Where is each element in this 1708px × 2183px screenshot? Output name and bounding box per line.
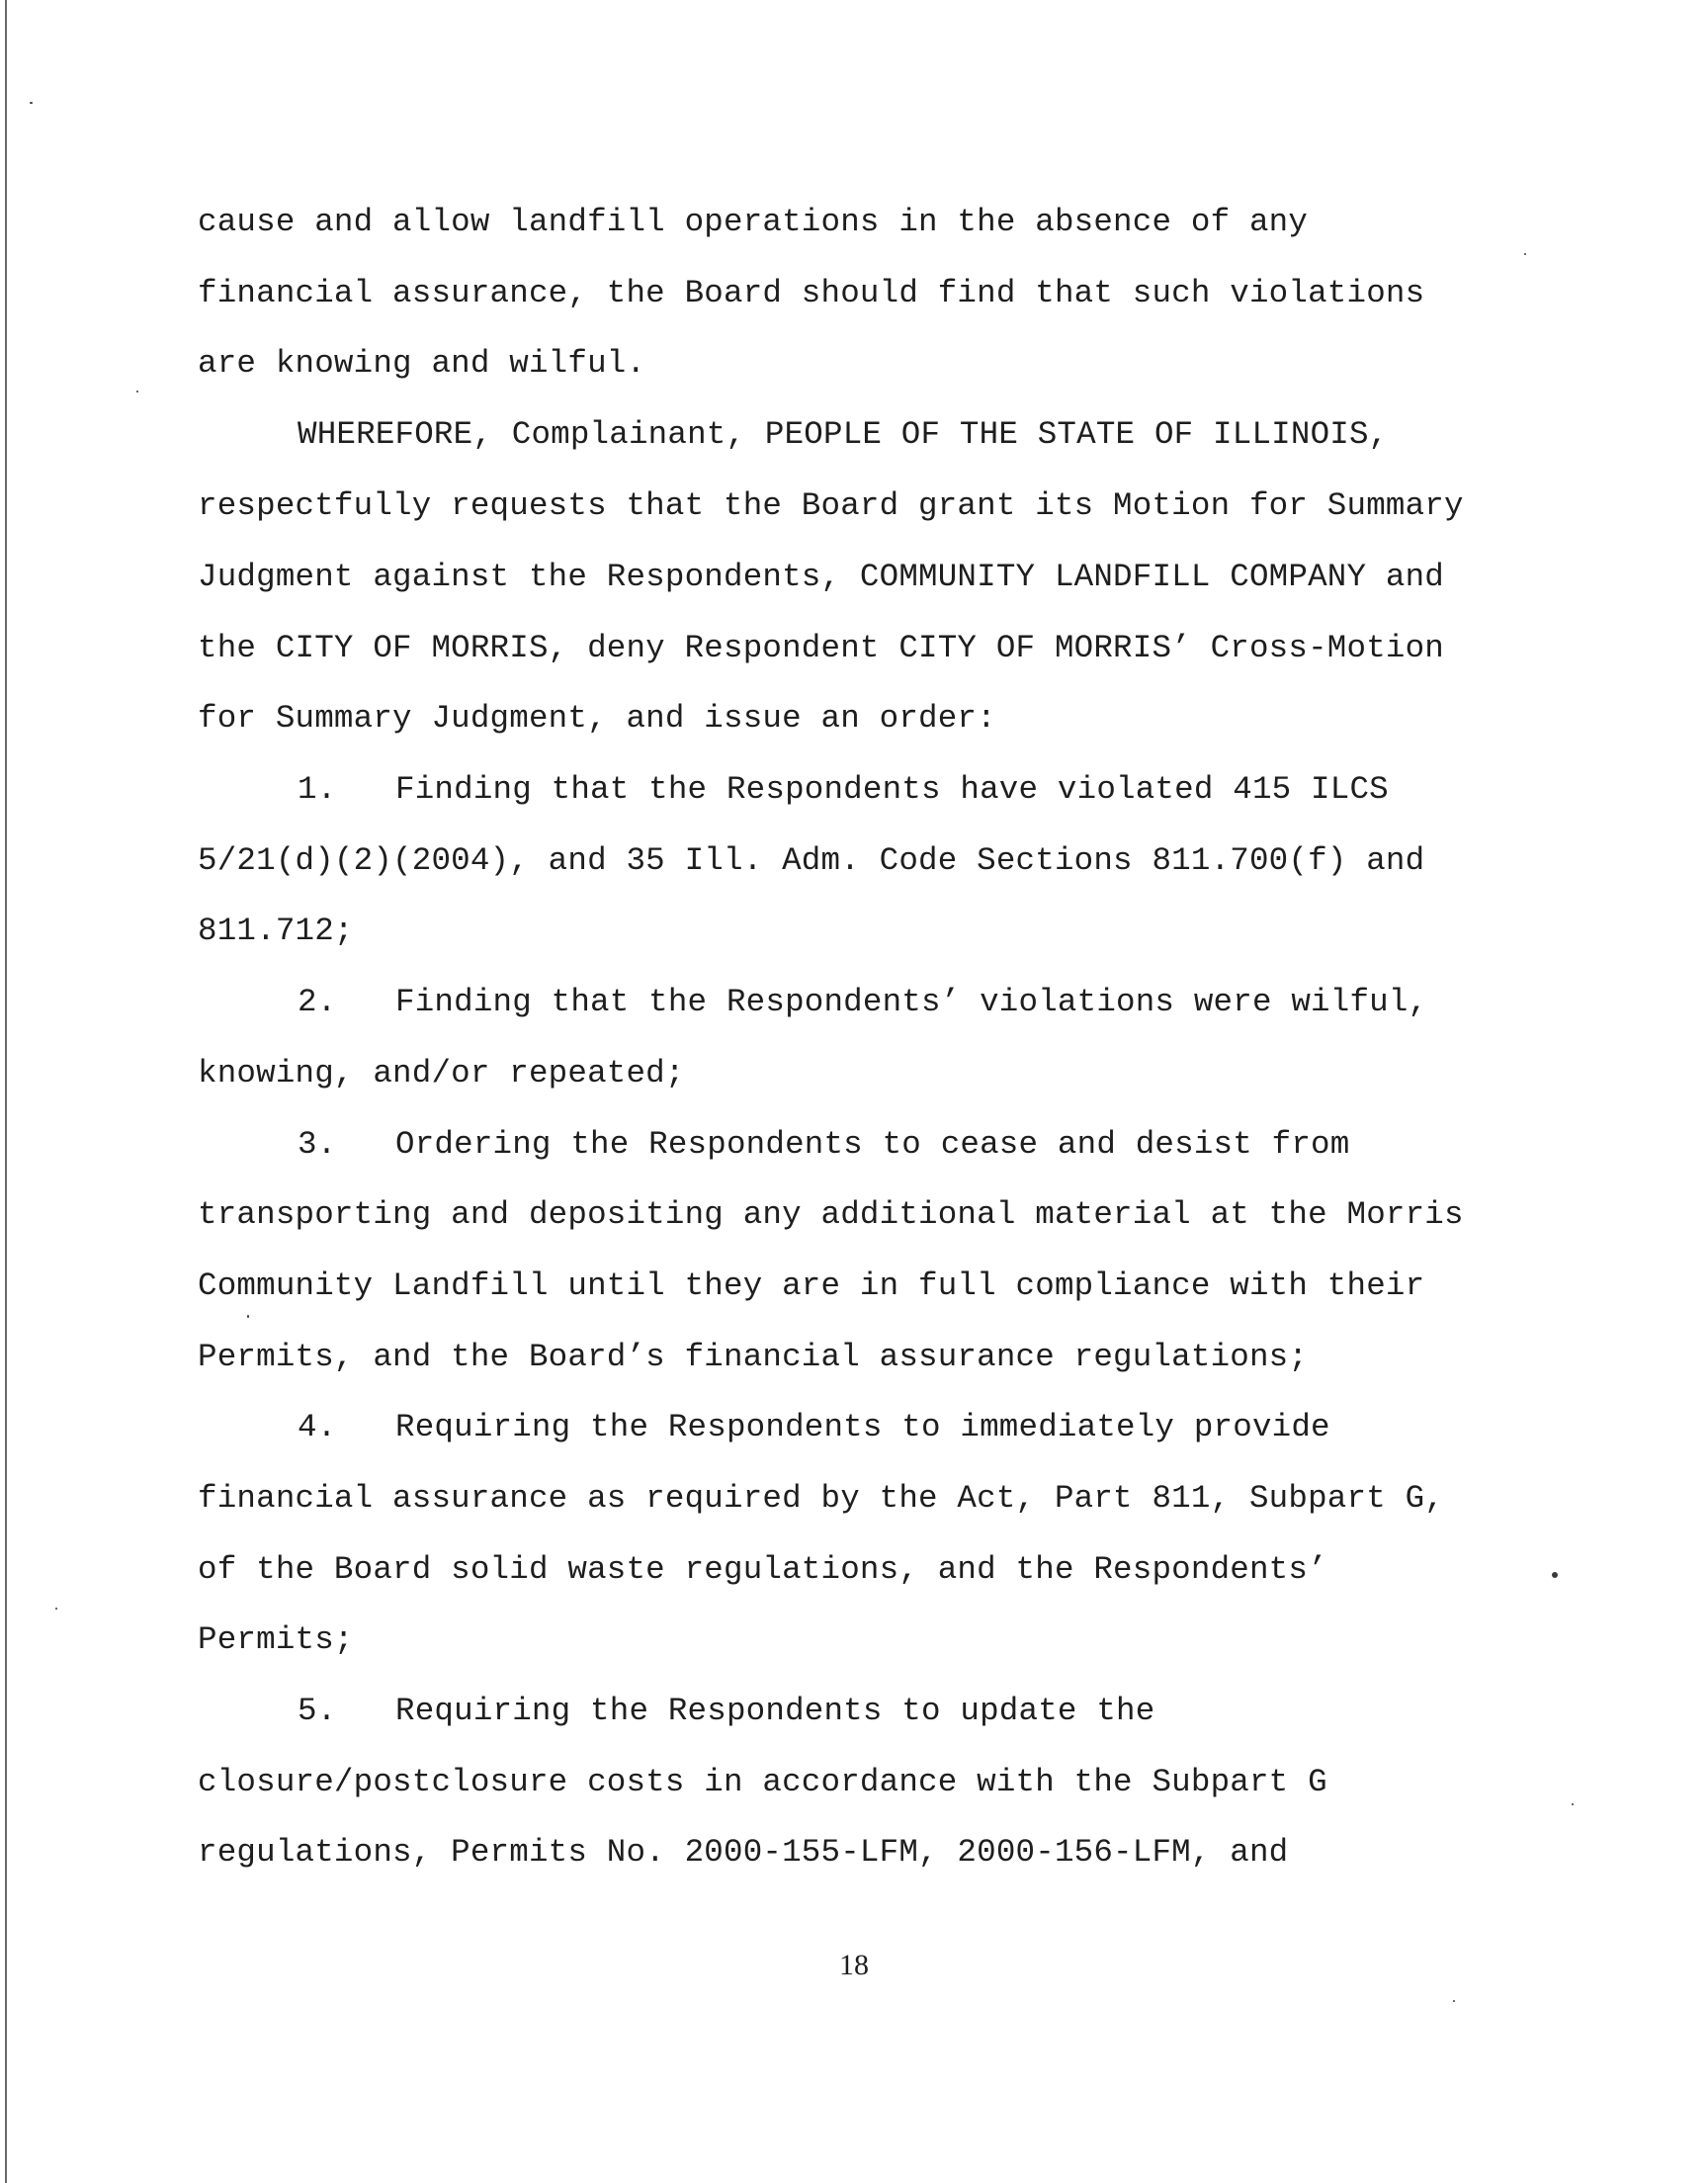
body-line: financial assurance, the Board should find that such violations [198, 275, 1425, 311]
item-line: closure/postclosure costs in accordance with the Subpart G [198, 1764, 1327, 1800]
item-line: of the Board solid waste regulations, and the Respondents’ [198, 1551, 1327, 1588]
item-number: 4. [298, 1409, 337, 1445]
wherefore-line: WHEREFORE, Complainant, PEOPLE OF THE STATE OF ILLINOIS, [298, 416, 1389, 453]
body-line: are knowing and wilful. [198, 345, 646, 382]
item-first-line: Requiring the Respondents to immediately provide [395, 1409, 1330, 1445]
item-number: 1. [298, 771, 337, 808]
item-line: regulations, Permits No. 2000-155-LFM, 2000-156-LFM, and [198, 1834, 1289, 1871]
scan-speck [1552, 1572, 1558, 1578]
item-first-line: Finding that the Respondents have violated 415 ILCS [395, 771, 1389, 808]
item-line: 811.712; [198, 913, 354, 949]
scan-speck [1524, 253, 1526, 255]
item-line: 5/21(d)(2)(2004), and 35 Ill. Adm. Code Sections 811.700(f) and [198, 842, 1425, 879]
item-line: Community Landfill until they are in full compliance with their [198, 1267, 1425, 1304]
item-number: 5. [298, 1693, 337, 1729]
scan-speck [1572, 1803, 1574, 1805]
item-line: knowing, and/or repeated; [198, 1055, 685, 1092]
item-line: Permits, and the Board’s financial assurance regulations; [198, 1339, 1309, 1375]
item-line: transporting and depositing any additional material at the Morris [198, 1196, 1464, 1233]
item-line: financial assurance as required by the Act, Part 811, Subpart G, [198, 1480, 1445, 1517]
scan-speck [136, 391, 138, 393]
item-number: 3. [298, 1126, 337, 1163]
scan-speck [247, 1315, 249, 1318]
body-line: cause and allow landfill operations in the absence of any [198, 204, 1309, 240]
scan-speck [30, 102, 33, 104]
item-line: Permits; [198, 1621, 354, 1658]
page-number: 18 [839, 1949, 869, 1981]
wherefore-line: respectfully requests that the Board grant its Motion for Summary [198, 487, 1464, 524]
item-first-line: Requiring the Respondents to update the [395, 1693, 1155, 1729]
item-number: 2. [298, 984, 337, 1020]
item-first-line: Ordering the Respondents to cease and desist from [395, 1126, 1350, 1163]
item-first-line: Finding that the Respondents’ violations were wilful, [395, 984, 1428, 1020]
wherefore-line: the CITY OF MORRIS, deny Respondent CITY OF MORRIS’ Cross-Motion [198, 630, 1445, 666]
scan-speck [55, 1608, 57, 1610]
wherefore-line: for Summary Judgment, and issue an order: [198, 700, 996, 737]
wherefore-line: Judgment against the Respondents, COMMUNITY LANDFILL COMPANY and [198, 559, 1445, 595]
scan-speck [1453, 2000, 1455, 2002]
scan-edge [5, 0, 7, 2183]
